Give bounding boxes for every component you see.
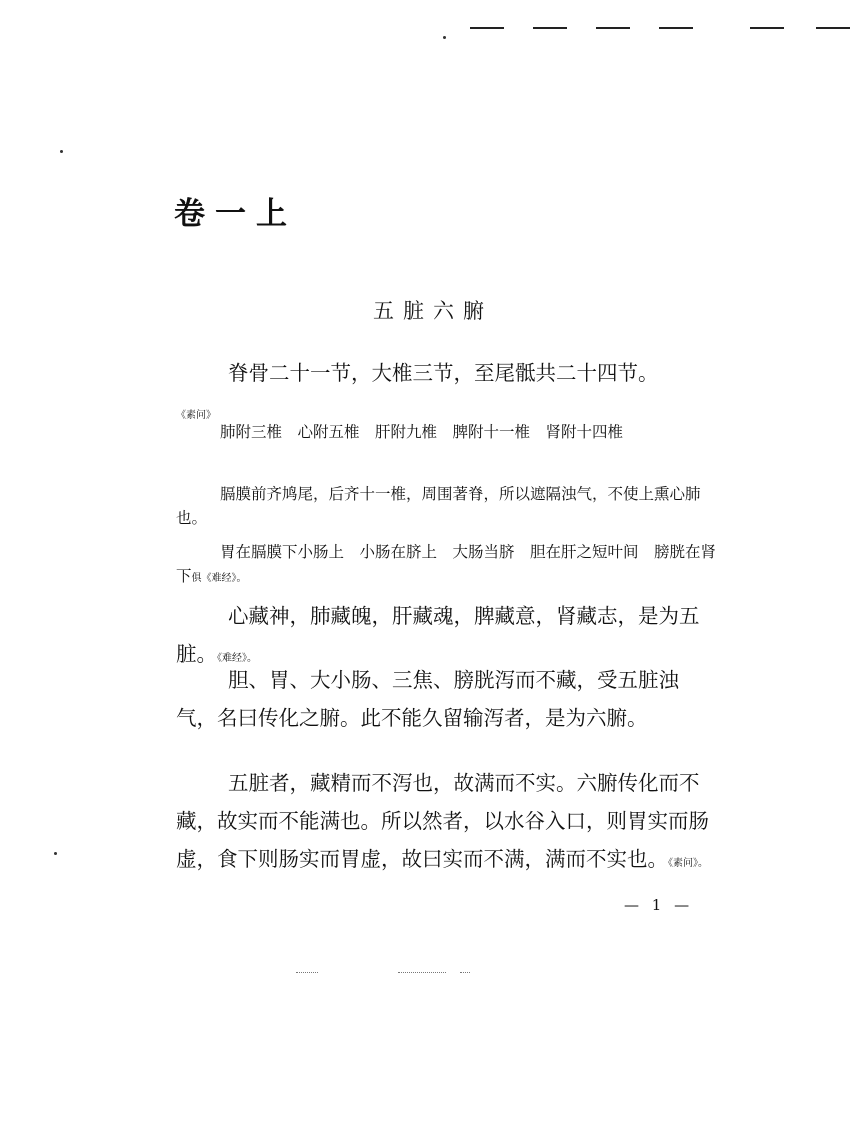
source-citation: 《素问》 xyxy=(176,410,216,421)
paragraph-storage-function xyxy=(176,764,716,883)
scan-speck xyxy=(54,852,57,855)
top-rule-4 xyxy=(659,27,693,29)
source-citation: 《素问》。 xyxy=(668,858,708,869)
scan-noise xyxy=(296,972,318,974)
top-rule-2 xyxy=(533,27,567,29)
paragraph-text: 胃在膈膜下小肠上 小肠在脐上 大肠当脐 胆在肝之短叶间 膀胱在肾下 xyxy=(176,543,717,585)
chapter-title: 卷一上 xyxy=(174,196,297,232)
paragraph-text: 胆、胃、大小肠、三焦、膀胱泻而不藏，受五脏浊气，名曰传化之腑。此不能久留输泻者，是为六腑。 xyxy=(176,668,679,730)
scan-noise xyxy=(398,972,446,974)
paragraph-text: 肺附三椎 心附五椎 肝附九椎 脾附十一椎 肾附十四椎 xyxy=(220,423,624,441)
scan-speck xyxy=(443,36,446,39)
top-rule-5 xyxy=(750,27,784,29)
top-rule-3 xyxy=(596,27,630,29)
paragraph-text: 心藏神，肺藏魄，肝藏魂，脾藏意，肾藏志，是为五脏。 xyxy=(176,604,700,666)
section-title: 五脏六腑 xyxy=(373,299,493,323)
paragraph-diaphragm xyxy=(176,482,716,530)
scan-speck xyxy=(60,150,63,153)
paragraph-organ-positions xyxy=(176,540,716,591)
source-citation: 《难经》。 xyxy=(217,653,257,664)
source-citation: 俱《难经》。 xyxy=(191,573,247,584)
paragraph-text: 五脏者，藏精而不泻也，故满而不实。六腑传化而不藏，故实而不能满也。所以然者，以水谷入口，则胃实而肠虚，食下则肠实而胃虚，故曰实而不满，满而不实也。 xyxy=(176,771,709,871)
paragraph-vertebrae-attachments xyxy=(176,420,716,444)
paragraph-six-fu xyxy=(176,661,716,737)
top-rule-1 xyxy=(470,27,504,29)
scan-noise xyxy=(460,972,470,974)
paragraph-text: 脊骨二十一节，大椎三节，至尾骶共二十四节。 xyxy=(228,361,659,385)
paragraph-text: 膈膜前齐鸠尾，后齐十一椎，周围著脊，所以遮隔浊气，不使上熏心肺也。 xyxy=(176,485,701,527)
top-rule-6 xyxy=(816,27,850,29)
page-number: — 1 — xyxy=(624,896,694,914)
